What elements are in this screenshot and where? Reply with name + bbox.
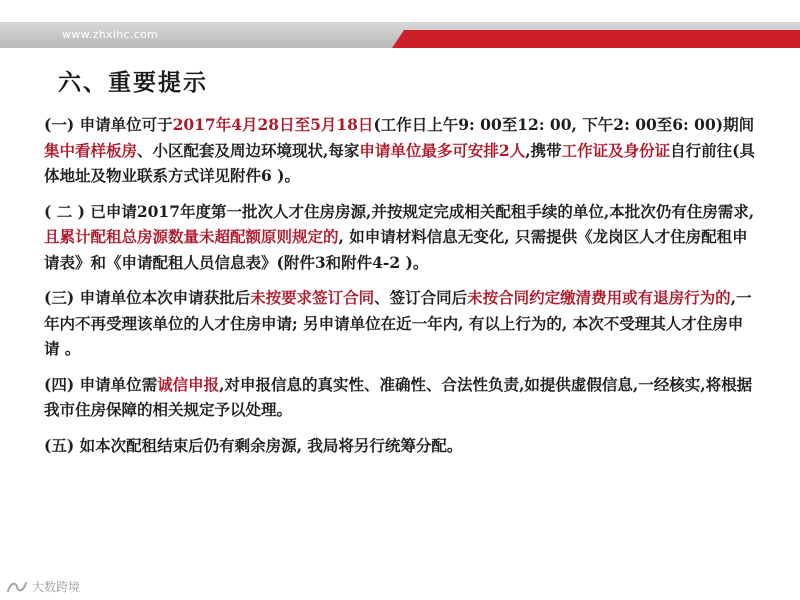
body-text: (五) 如本次配租结束后仍有剩余房源, 我局将另行统筹分配。 (44, 435, 463, 455)
notice-content (44, 112, 756, 468)
logo-icon (6, 580, 28, 594)
highlighted-text: 2017年4月28日至5月18日 (172, 115, 374, 134)
body-text: ( 二 ) 已申请2017年度第一批次人才住房房源,并按规定完成相关配租手续的单位,本批次仍有住房需求, (44, 201, 755, 221)
notice-paragraph-4 (44, 372, 756, 423)
highlighted-text: 工作证及身份证 (561, 140, 671, 160)
header-bar (0, 22, 800, 48)
notice-paragraph-1 (44, 112, 756, 189)
body-text: ,一年内不再受理该单位的人才住房申请; 另申请单位在近一年内, 有以上行为的, 本次不受理其人才住房申请 。 (44, 288, 752, 358)
notice-paragraph-2 (44, 199, 756, 276)
notice-paragraph-5 (44, 433, 756, 459)
body-text: 、签订合同后 (374, 288, 468, 307)
header-red-band (392, 30, 800, 48)
highlighted-text: 诚信申报 (157, 374, 220, 394)
notice-paragraph-3 (44, 285, 756, 362)
watermark-text: 大数跨境 (32, 580, 81, 594)
body-text: (四) 申请单位需 (44, 374, 158, 394)
highlighted-text: 未按合同约定缴清费用或有退房行为的 (467, 288, 731, 307)
highlighted-text: 集中看样板房 (44, 140, 138, 160)
body-text: (三) 申请单位本次申请获批后 (44, 288, 251, 307)
body-text: (工作日上午9: 00至12: 00, 下午2: 00至6: 00)期间 (373, 115, 755, 134)
highlighted-text: 申请单位最多可安排2人 (359, 140, 526, 160)
section-heading: 六、重要提示 (58, 69, 208, 96)
body-text: , 如申请材料信息无变化, 只需提供《龙岗区人才住房配租申请表》和《申请配租人员信息表》(附件3和附件4-2 )。 (44, 227, 748, 272)
body-text: ,对申报信息的真实性、准确性、合法性负责,如提供虚假信息,一经核实,将根据我市住房保障的相关规定予以处理。 (44, 374, 753, 419)
body-text: (一) 申请单位可于 (44, 115, 173, 134)
highlighted-text: 且累计配租总房源数量未超配额原则规定的 (44, 227, 339, 246)
header-url: www.zhxihc.com (62, 28, 158, 41)
body-text: ,携带 (525, 140, 562, 160)
body-text: 、小区配套及周边环境现状,每家 (137, 140, 360, 160)
watermark (6, 578, 80, 595)
highlighted-text: 未按要求签订合同 (250, 288, 375, 307)
body-text: 自行前往(具体地址及物业联系方式详见附件6 )。 (44, 140, 755, 185)
